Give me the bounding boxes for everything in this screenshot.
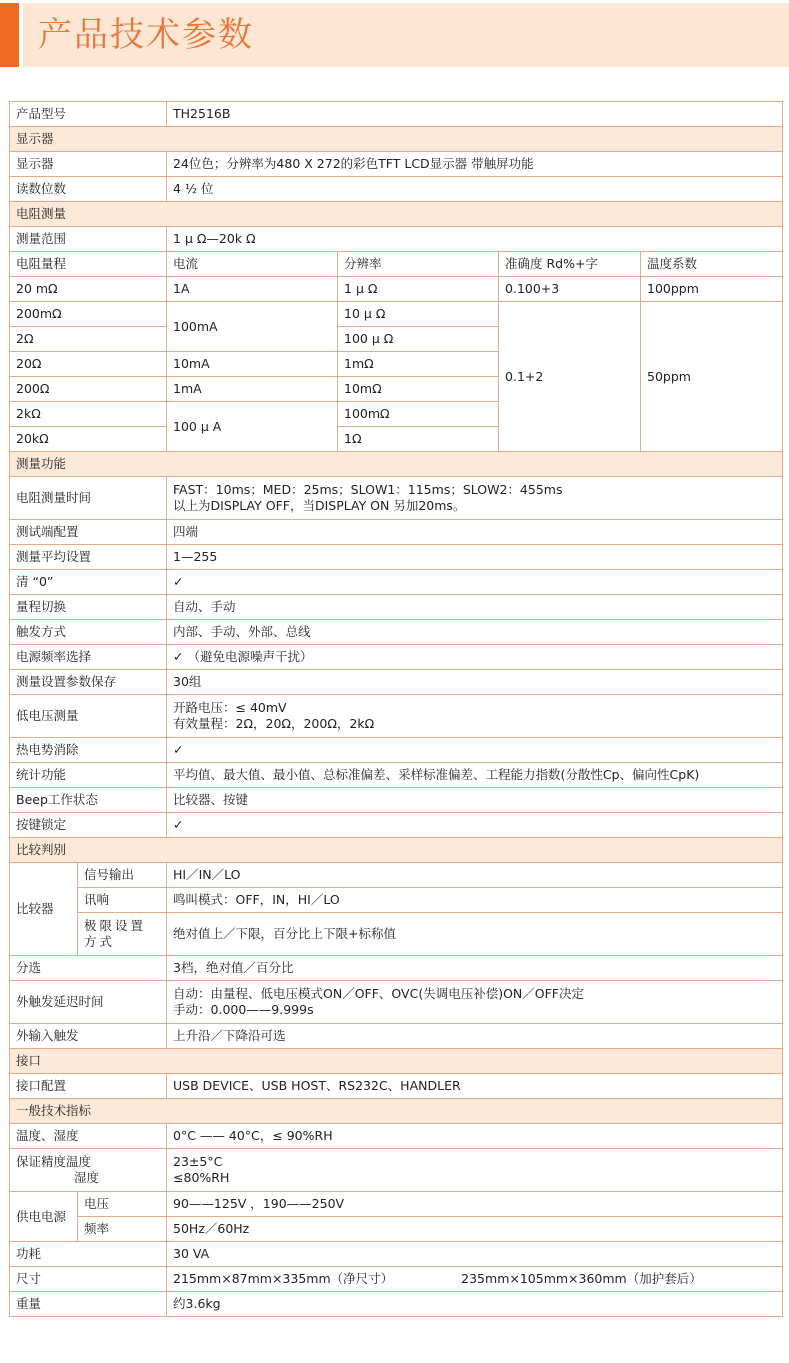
row-value: 90——125V ，190——250V [167,1192,783,1217]
value-line: 手动：0.000——9.999s [173,1002,314,1017]
value-line: FAST：10ms；MED：25ms；SLOW1：115ms；SLOW2：455ms [173,482,563,497]
row-value: 鸣叫模式：OFF，IN，HI／LO [167,888,783,913]
spec-table [9,101,783,1317]
row-label: 频率 [78,1217,167,1242]
label-line: 湿度 [74,1170,100,1185]
column-header: 电流 [167,252,338,277]
row-label: 测量平均设置 [10,545,167,570]
table-row [10,763,783,788]
table-row [10,177,783,202]
table-row [10,788,783,813]
table-row [10,1192,783,1217]
row-value: 50Hz／60Hz [167,1217,783,1242]
resolution-cell: 100 μ Ω [338,327,499,352]
row-label: 电压 [78,1192,167,1217]
table-row [10,1124,783,1149]
row-value: 平均值、最大值、最小值、总标准偏差、采样标准偏差、工程能力指数(分散性Cp、偏向性CpK) [167,763,783,788]
table-row [10,1267,783,1292]
table-row [10,1149,783,1192]
row-value: 绝对值上／下限，百分比上下限+标称值 [167,913,783,956]
table-row [10,695,783,738]
row-label: 测试端配置 [10,520,167,545]
row-value: 比较器、按键 [167,788,783,813]
section-header: 一般技术指标 [10,1099,783,1124]
range-cell: 200mΩ [10,302,167,327]
table-row [10,570,783,595]
resolution-cell: 100mΩ [338,402,499,427]
row-value: 自动、手动 [167,595,783,620]
section-header: 比较判别 [10,838,783,863]
column-header: 温度系数 [641,252,783,277]
resolution-cell: 10mΩ [338,377,499,402]
value-line: 有效量程：2Ω，20Ω，200Ω，2kΩ [173,716,375,731]
row-label: 讯响 [78,888,167,913]
row-label: 电阻测量时间 [10,477,167,520]
tempco-cell: 50ppm [641,302,783,452]
row-label: 统计功能 [10,763,167,788]
row-value: 3档，绝对值／百分比 [167,956,783,981]
range-cell: 20kΩ [10,427,167,452]
current-cell: 10mA [167,352,338,377]
table-row [10,1074,783,1099]
row-value [167,981,783,1024]
table-row [10,545,783,570]
column-header: 准确度 Rd%+字 [499,252,641,277]
table-row [10,863,783,888]
table-row [10,813,783,838]
range-row [10,277,783,302]
row-value: 4 ½ 位 [167,177,783,202]
row-label: 温度、湿度 [10,1124,167,1149]
value-line: 23±5°C [173,1154,223,1169]
current-cell: 100mA [167,302,338,352]
accuracy-cell: 0.1+2 [499,302,641,452]
range-cell: 2kΩ [10,402,167,427]
header-accent-bar [0,3,19,67]
row-value: 30组 [167,670,783,695]
range-cell: 2Ω [10,327,167,352]
table-row [10,102,783,127]
row-value: 0°C —— 40°C，≤ 90%RH [167,1124,783,1149]
range-cell: 200Ω [10,377,167,402]
row-value: ✓ （避免电源噪声干扰） [167,645,783,670]
row-label: 量程切换 [10,595,167,620]
resolution-cell: 1mΩ [338,352,499,377]
resolution-cell: 1 μ Ω [338,277,499,302]
row-label: 按键锁定 [10,813,167,838]
table-row [10,620,783,645]
row-value: 内部、手动、外部、总线 [167,620,783,645]
row-label: 显示器 [10,152,167,177]
accuracy-cell: 0.100+3 [499,277,641,302]
range-table-header [10,252,783,277]
range-cell: 20Ω [10,352,167,377]
table-row [10,888,783,913]
row-label: 重量 [10,1292,167,1317]
row-label: 低电压测量 [10,695,167,738]
table-row [10,956,783,981]
row-label: 分选 [10,956,167,981]
column-header: 分辨率 [338,252,499,277]
row-label [10,1149,167,1192]
row-value [167,695,783,738]
row-value: TH2516B [167,102,783,127]
table-row [10,738,783,763]
section-header: 电阻测量 [10,202,783,227]
section-header: 测量功能 [10,452,783,477]
row-value [167,477,783,520]
row-label: 热电势消除 [10,738,167,763]
row-value: 约3.6kg [167,1292,783,1317]
row-label: 电源频率选择 [10,645,167,670]
row-value [167,1267,783,1292]
row-value: 30 VA [167,1242,783,1267]
table-row [10,1292,783,1317]
current-cell: 100 μ A [167,402,338,452]
row-label: 外触发延迟时间 [10,981,167,1024]
check-icon: ✓ [167,813,783,838]
row-value: 1 μ Ω—20k Ω [167,227,783,252]
current-cell: 1A [167,277,338,302]
table-row [10,1024,783,1049]
value-line: 以上为DISPLAY OFF，当DISPLAY ON 另加20ms。 [173,498,466,513]
row-label: 功耗 [10,1242,167,1267]
resolution-cell: 1Ω [338,427,499,452]
table-row [10,981,783,1024]
packed-size: 235mm×105mm×360mm（加护套后） [461,1271,702,1286]
row-value: HI／IN／LO [167,863,783,888]
row-label: 测量设置参数保存 [10,670,167,695]
check-icon: ✓ [167,570,783,595]
row-label: 接口配置 [10,1074,167,1099]
row-label: 外输入触发 [10,1024,167,1049]
row-value: USB DEVICE、USB HOST、RS232C、HANDLER [167,1074,783,1099]
label-line: 保证精度温度 [16,1154,92,1169]
group-label: 供电电源 [10,1192,78,1242]
table-row [10,645,783,670]
row-value: 上升沿／下降沿可选 [167,1024,783,1049]
table-row [10,670,783,695]
table-row [10,913,783,956]
page-title: 产品技术参数 [38,15,254,55]
row-value [167,1149,783,1192]
net-size: 215mm×87mm×335mm（净尺寸） [173,1271,394,1286]
table-row [10,595,783,620]
row-label: 尺寸 [10,1267,167,1292]
row-value: 24位色；分辨率为480 X 272的彩色TFT LCD显示器 带触屏功能 [167,152,783,177]
row-label: 读数位数 [10,177,167,202]
table-row [10,227,783,252]
row-value: 1—255 [167,545,783,570]
column-header: 电阻量程 [10,252,167,277]
range-row [10,302,783,327]
value-line: 开路电压：≤ 40mV [173,700,287,715]
value-line: ≤80%RH [173,1170,230,1185]
section-header: 接口 [10,1049,783,1074]
row-label: 测量范围 [10,227,167,252]
table-row [10,520,783,545]
table-row [10,152,783,177]
value-line: 自动：由量程、低电压模式ON／OFF、OVC(失调电压补偿)ON／OFF决定 [173,986,584,1001]
current-cell: 1mA [167,377,338,402]
range-cell: 20 mΩ [10,277,167,302]
section-header: 显示器 [10,127,783,152]
table-row [10,1217,783,1242]
row-label: 极限设置方式 [78,913,167,956]
table-row [10,477,783,520]
check-icon: ✓ [167,738,783,763]
group-label: 比较器 [10,863,78,956]
tempco-cell: 100ppm [641,277,783,302]
row-label: 清 “0” [10,570,167,595]
row-value: 四端 [167,520,783,545]
row-label: 触发方式 [10,620,167,645]
row-label: 产品型号 [10,102,167,127]
table-row [10,1242,783,1267]
row-label: Beep工作状态 [10,788,167,813]
resolution-cell: 10 μ Ω [338,302,499,327]
row-label: 信号输出 [78,863,167,888]
page-header [0,0,789,68]
